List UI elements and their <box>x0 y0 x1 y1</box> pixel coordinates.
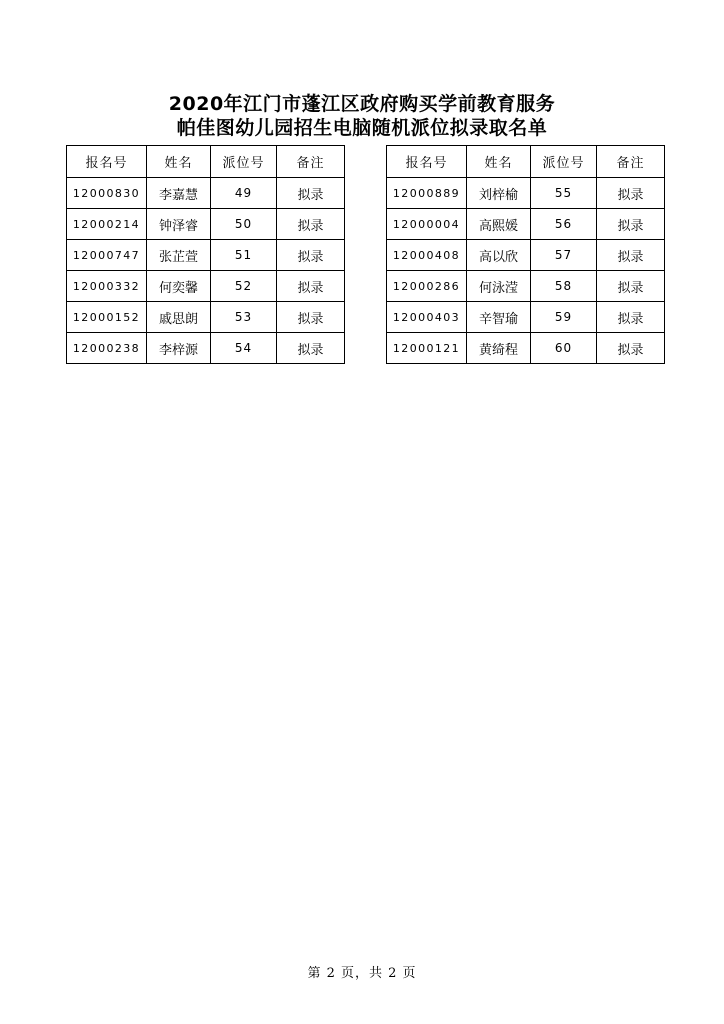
registration-no-cell: 12000214 <box>67 209 147 240</box>
table-row <box>387 240 665 271</box>
registration-no-cell: 12000408 <box>387 240 467 271</box>
table-header-row <box>67 146 345 178</box>
table-row <box>67 209 345 240</box>
table-row <box>67 271 345 302</box>
student-name-cell: 张芷萱 <box>147 240 211 271</box>
lottery-no-cell: 60 <box>531 333 597 364</box>
column-header-remark: 备注 <box>597 146 665 178</box>
column-header-lottery-no: 派位号 <box>211 146 277 178</box>
table-row <box>387 333 665 364</box>
remark-cell: 拟录 <box>277 333 345 364</box>
student-name-cell: 刘梓榆 <box>467 178 531 209</box>
document-title-line-2: 帕佳图幼儿园招生电脑随机派位拟录取名单 <box>176 117 548 139</box>
table-row <box>67 178 345 209</box>
remark-cell: 拟录 <box>597 209 665 240</box>
lottery-no-cell: 56 <box>531 209 597 240</box>
column-header-registration-no: 报名号 <box>67 146 147 178</box>
student-name-cell: 戚思朗 <box>147 302 211 333</box>
remark-cell: 拟录 <box>597 271 665 302</box>
lottery-no-cell: 53 <box>211 302 277 333</box>
column-header-registration-no: 报名号 <box>387 146 467 178</box>
page-number: 第 2 页，共 2 页 <box>307 966 417 981</box>
registration-no-cell: 12000238 <box>67 333 147 364</box>
column-header-name: 姓名 <box>147 146 211 178</box>
lottery-no-cell: 55 <box>531 178 597 209</box>
student-name-cell: 李梓源 <box>147 333 211 364</box>
column-header-lottery-no: 派位号 <box>531 146 597 178</box>
registration-no-cell: 12000403 <box>387 302 467 333</box>
remark-cell: 拟录 <box>277 240 345 271</box>
table-row <box>387 271 665 302</box>
registration-no-cell: 12000286 <box>387 271 467 302</box>
lottery-no-cell: 58 <box>531 271 597 302</box>
lottery-no-cell: 52 <box>211 271 277 302</box>
registration-no-cell: 12000889 <box>387 178 467 209</box>
table-row <box>67 240 345 271</box>
remark-cell: 拟录 <box>597 333 665 364</box>
table-row <box>387 178 665 209</box>
registration-no-cell: 12000121 <box>387 333 467 364</box>
student-name-cell: 何泳滢 <box>467 271 531 302</box>
admission-table-right <box>386 145 665 364</box>
remark-cell: 拟录 <box>277 302 345 333</box>
table-row <box>67 302 345 333</box>
lottery-no-cell: 57 <box>531 240 597 271</box>
student-name-cell: 高熙媛 <box>467 209 531 240</box>
remark-cell: 拟录 <box>277 271 345 302</box>
table-row <box>387 302 665 333</box>
remark-cell: 拟录 <box>277 178 345 209</box>
student-name-cell: 黄绮程 <box>467 333 531 364</box>
table-header-row <box>387 146 665 178</box>
table-row <box>67 333 345 364</box>
registration-no-cell: 12000747 <box>67 240 147 271</box>
lottery-no-cell: 54 <box>211 333 277 364</box>
column-header-remark: 备注 <box>277 146 345 178</box>
student-name-cell: 高以欣 <box>467 240 531 271</box>
column-header-name: 姓名 <box>467 146 531 178</box>
student-name-cell: 李嘉慧 <box>147 178 211 209</box>
registration-no-cell: 12000004 <box>387 209 467 240</box>
table-row <box>387 209 665 240</box>
admission-table-left <box>66 145 345 364</box>
lottery-no-cell: 50 <box>211 209 277 240</box>
student-name-cell: 辛智瑜 <box>467 302 531 333</box>
remark-cell: 拟录 <box>597 178 665 209</box>
lottery-no-cell: 59 <box>531 302 597 333</box>
document-title-line-1: 2020年江门市蓬江区政府购买学前教育服务 <box>168 93 556 115</box>
remark-cell: 拟录 <box>277 209 345 240</box>
registration-no-cell: 12000152 <box>67 302 147 333</box>
lottery-no-cell: 51 <box>211 240 277 271</box>
remark-cell: 拟录 <box>597 240 665 271</box>
lottery-no-cell: 49 <box>211 178 277 209</box>
registration-no-cell: 12000830 <box>67 178 147 209</box>
student-name-cell: 何奕馨 <box>147 271 211 302</box>
student-name-cell: 钟泽睿 <box>147 209 211 240</box>
remark-cell: 拟录 <box>597 302 665 333</box>
registration-no-cell: 12000332 <box>67 271 147 302</box>
